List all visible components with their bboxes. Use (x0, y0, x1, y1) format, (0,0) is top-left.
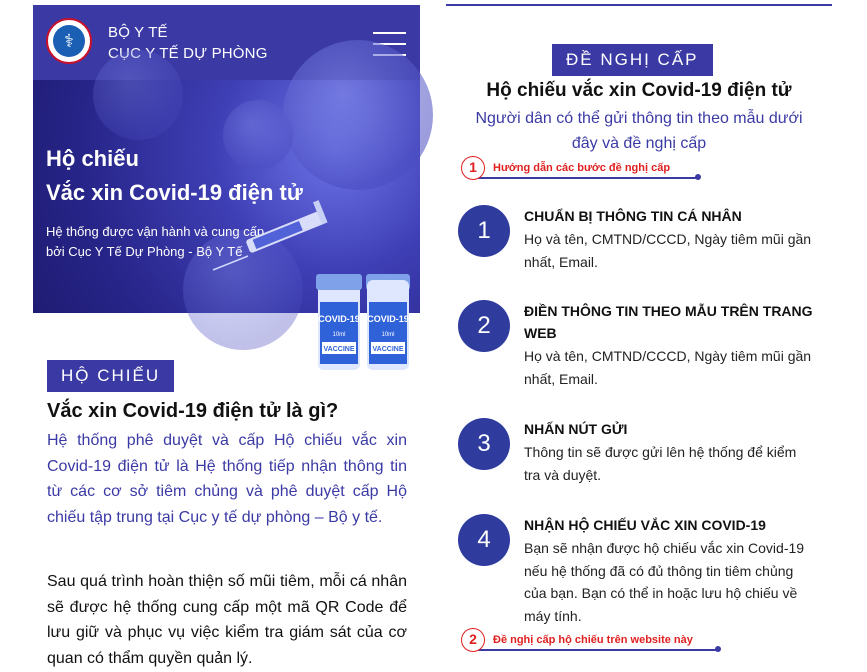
svg-text:COVID-19: COVID-19 (367, 314, 409, 324)
svg-text:10ml: 10ml (332, 332, 346, 338)
hero-banner (33, 80, 420, 353)
vaccine-vial-icon (366, 274, 410, 370)
hero-title-line1: Hộ chiếu (46, 146, 139, 171)
step-description: Họ và tên, CMTND/CCCD, Ngày tiêm mũi gần nhất, Email. (524, 348, 812, 387)
guide-label: Hướng dẫn các bước đề nghị cấp (493, 162, 671, 174)
step-number-badge: 3 (458, 418, 510, 470)
step-item (458, 418, 818, 488)
org-name-line2: CỤC Y TẾ DỰ PHÒNG (108, 45, 268, 62)
guide-dot (695, 174, 701, 180)
step-number-badge: 4 (458, 514, 510, 566)
step-title: NHẤN NÚT GỬI (524, 421, 628, 437)
step-title: NHẬN HỘ CHIẾU VẮC XIN COVID-19 (524, 517, 766, 533)
org-name-line1: BỘ Y TẾ (108, 24, 168, 41)
hero-subtitle-line1: Hệ thống được vận hành và cung cấp (46, 224, 265, 239)
step-description: Thông tin sẽ được gửi lên hệ thống để kiểm tra và duyệt. (524, 444, 797, 483)
guide-annotation-2 (461, 630, 721, 650)
step-number-badge: 2 (458, 300, 510, 352)
request-subtitle-line1: Người dân có thể gửi thông tin theo mẫu dưới (475, 110, 803, 127)
svg-text:VACCINE: VACCINE (323, 346, 355, 353)
guide-underline (473, 177, 698, 179)
request-subtitle (456, 106, 822, 156)
ministry-emblem-icon: ⚕ (53, 25, 85, 57)
hero-title-line2: Vắc xin Covid-19 điện tử (46, 180, 303, 205)
step-description: Họ và tên, CMTND/CCCD, Ngày tiêm mũi gần nhất, Email. (524, 231, 812, 270)
svg-text:VACCINE: VACCINE (372, 346, 404, 353)
step-number-badge: 1 (458, 205, 510, 257)
intro-qr-paragraph: Sau quá trình hoàn thiện số mũi tiêm, mỗi cá nhân sẽ được hệ thống cung cấp một mã QR Code để lưu giữ và phục vụ việc kiểm tra giám sát của cơ quan có thẩm quyền quản lý. (47, 573, 407, 667)
guide-annotation-1 (461, 158, 701, 178)
step-item (458, 205, 818, 275)
step-item (458, 514, 818, 626)
step-description: Bạn sẽ nhận được hộ chiếu vắc xin Covid-19 nếu hệ thống đã có đủ thông tin tiêm chủng của bạn. Bạn có thể in hoặc lưu hộ chiếu về máy tính. (524, 540, 805, 624)
section-tag-request: ĐỀ NGHỊ CẤP (552, 44, 713, 76)
guide-dot (715, 646, 721, 652)
step-title: CHUẨN BỊ THÔNG TIN CÁ NHÂN (524, 208, 742, 224)
step-item (458, 300, 818, 392)
intro-heading: Vắc xin Covid-19 điện tử là gì? (47, 400, 339, 422)
vaccine-vial-icon (316, 274, 362, 370)
hero-subtitle-line2: bởi Cục Y Tế Dự Phòng - Bộ Y Tế (46, 244, 243, 259)
svg-text:COVID-19: COVID-19 (318, 314, 360, 324)
request-heading: Hộ chiếu vắc xin Covid-19 điện tử (486, 80, 792, 101)
divider (446, 4, 832, 6)
guide-number-badge: 2 (461, 628, 485, 652)
section-tag-passport: HỘ CHIẾU (47, 360, 174, 392)
guide-label: Đề nghị cấp hộ chiếu trên website này (493, 634, 693, 646)
step-title: ĐIỀN THÔNG TIN THEO MẪU TRÊN TRANG WEB (524, 303, 813, 341)
request-subtitle-line2: đây và đề nghị cấp (571, 135, 707, 152)
syringe-icon (213, 200, 328, 270)
vaccine-vials-illustration (33, 80, 420, 353)
guide-number-badge: 1 (461, 156, 485, 180)
left-column (33, 5, 420, 353)
svg-text:10ml: 10ml (381, 332, 395, 338)
intro-description: Hệ thống phê duyệt và cấp Hộ chiếu vắc xin Covid-19 điện tử là Hệ thống tiếp nhận thông tin từ các cơ sở tiêm chủng và phê duyệt cấp Hộ chiếu tập trung tại Cục y tế dự phòng – Bộ y tế. (47, 432, 407, 526)
logo[interactable] (46, 18, 92, 64)
guide-underline (473, 649, 718, 651)
